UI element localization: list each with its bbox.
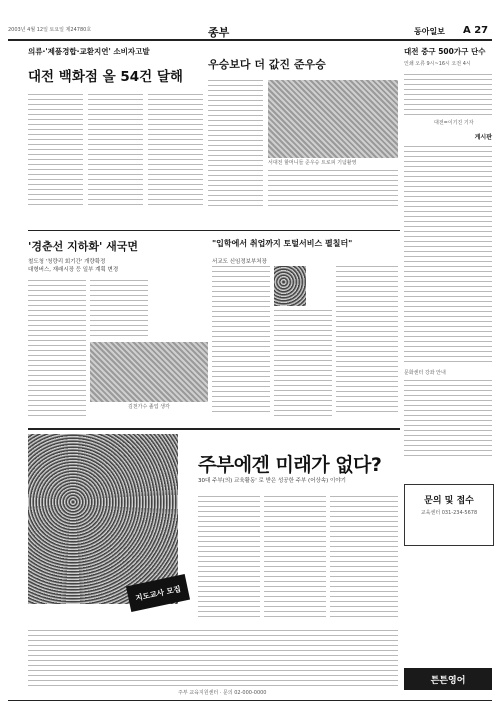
- interview-article: [212, 238, 400, 426]
- sidebar-body: [404, 146, 492, 366]
- contact-sub: 교육센터 031-234-5678: [420, 510, 478, 516]
- right-top-subline: 인쇄 오류 9시~16시 오전 4시: [404, 61, 471, 67]
- subway-sub1: 철도청 '청량리 회기간' 개량확정: [28, 259, 106, 265]
- brand-text: 튼튼영어: [430, 676, 466, 686]
- bottom-rule: [8, 700, 492, 701]
- photo-caption: 김천가수 졸업 생각: [128, 404, 170, 410]
- sidebar-label: 게시판: [474, 134, 492, 141]
- right-top-box: [404, 46, 492, 126]
- brand-box[interactable]: [404, 668, 492, 690]
- subway-body: [28, 280, 86, 420]
- elderly-photo: [268, 80, 398, 158]
- sidebar-body-2: [404, 380, 492, 460]
- interview-body: [212, 266, 270, 416]
- ad-bottom-body: [28, 630, 398, 686]
- subway-body-2: [90, 280, 148, 340]
- main-article: [28, 46, 203, 226]
- elderly-body: [208, 80, 263, 210]
- right-top-headline: 대전 중구 500가구 단수: [404, 47, 486, 56]
- sidebar-board: [404, 132, 492, 462]
- ad-body: [198, 496, 260, 620]
- right-top-body: [404, 74, 492, 118]
- subway-article: [28, 238, 208, 426]
- sidebar-seeall[interactable]: 문화센터 강좌 안내: [404, 370, 446, 376]
- elderly-body-2: [268, 170, 398, 210]
- contact-box[interactable]: [404, 484, 494, 546]
- main-body-text-2: [88, 94, 143, 206]
- ad-block: [28, 430, 400, 700]
- subway-headline: '경춘선 지하화' 새국면: [28, 240, 139, 253]
- main-body-text: [28, 94, 83, 206]
- ad-badge-text: 지도교사 모집: [134, 584, 182, 603]
- elderly-article: [208, 46, 400, 226]
- right-top-byline: 대전=이기진 기자: [434, 120, 474, 126]
- header-bar: [8, 24, 492, 38]
- elderly-caption: 서대전 할머니들 준우승 트로피 기념촬영: [268, 160, 357, 166]
- header-rule: [8, 39, 492, 41]
- ad-portrait: [28, 434, 178, 604]
- subway-photo: [90, 342, 208, 402]
- main-body-text-3: [148, 94, 203, 206]
- section-title: 종부: [208, 26, 230, 39]
- main-headline: 대전 백화점 올 54건 달해: [28, 69, 183, 85]
- contact-title: 문의 및 접수: [424, 496, 474, 506]
- mid-rule: [28, 230, 400, 231]
- paper-name: 동아일보: [414, 27, 445, 36]
- interview-body-2: [274, 310, 332, 416]
- interview-body-3: [336, 266, 398, 416]
- date-line: 2003년 4월 12일 토요일 제24780호: [8, 27, 92, 33]
- main-kicker: 의류·'제품경합·교환지연' 소비자고발: [28, 47, 150, 56]
- page-number: A 27: [463, 25, 489, 36]
- interview-name: 서교도 신임정보부처장: [212, 259, 267, 265]
- subway-sub2: 대형버스, 재래시장 등 일부 계획 변경: [28, 267, 119, 274]
- ad-footer: 주부 교육지원센터 · 문의 02-000-0000: [178, 690, 267, 696]
- ad-body-3: [330, 496, 398, 620]
- ad-headline: 주부에겐 미래가 없다?: [198, 454, 382, 476]
- elderly-headline: 우승보다 더 값진 준우승: [208, 58, 326, 71]
- interview-portrait: [274, 266, 306, 306]
- ad-body-2: [264, 496, 326, 620]
- ad-subline: 30대 주부(의) 교육활동' 로 받은 성공한 주부 (어상속) 이야기: [198, 478, 346, 484]
- interview-headline: "입학에서 취업까지 토털서비스 펼칠터": [212, 239, 353, 248]
